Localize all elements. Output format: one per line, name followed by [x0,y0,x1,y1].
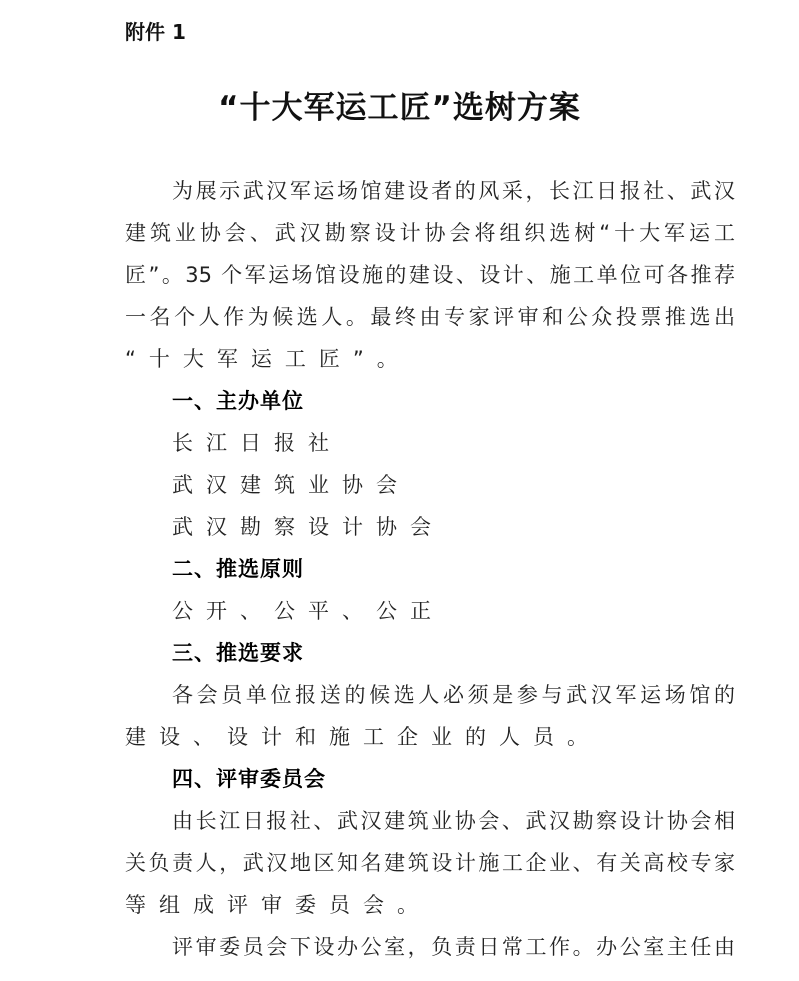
section-heading: 一、主办单位 [172,389,304,413]
section-heading: 二、推选原则 [172,557,304,581]
list-item: 武汉勘察设计协会 [172,515,444,539]
paragraph-line: 匠”。35 个军运场馆设施的建设、设计、施工单位可各推荐 [125,263,735,287]
paragraph-line: 等组成评审委员会。 [125,893,431,917]
paragraph-line: “十大军运工匠”。 [125,347,411,371]
paragraph-line: 由长江日报社、武汉建筑业协会、武汉勘察设计协会相 [172,809,735,833]
paragraph-line: 建筑业协会、武汉勘察设计协会将组织选树“十大军运工 [125,221,735,245]
document-body [125,170,735,968]
document-title: “十大军运工匠”选树方案 [218,90,581,126]
paragraph-line: 评审委员会下设办公室，负责日常工作。办公室主任由 [172,935,735,959]
list-item: 武汉建筑业协会 [172,473,410,497]
list-item: 长江日报社 [172,431,342,455]
paragraph-line: 为展示武汉军运场馆建设者的风采，长江日报社、武汉 [172,179,735,203]
paragraph-line: 一名个人作为候选人。最终由专家评审和公众投票推选出 [125,305,735,329]
paragraph-line: 建设、设计和施工企业的人员。 [125,725,601,749]
section-heading: 四、评审委员会 [172,767,326,791]
section-heading: 三、推选要求 [172,641,304,665]
paragraph-line: 各会员单位报送的候选人必须是参与武汉军运场馆的 [172,683,735,707]
attachment-label: 附件 1 [125,20,186,44]
paragraph-line: 关负责人，武汉地区知名建筑设计施工企业、有关高校专家 [125,851,735,875]
paragraph-line: 公开、公平、公正 [172,599,444,623]
